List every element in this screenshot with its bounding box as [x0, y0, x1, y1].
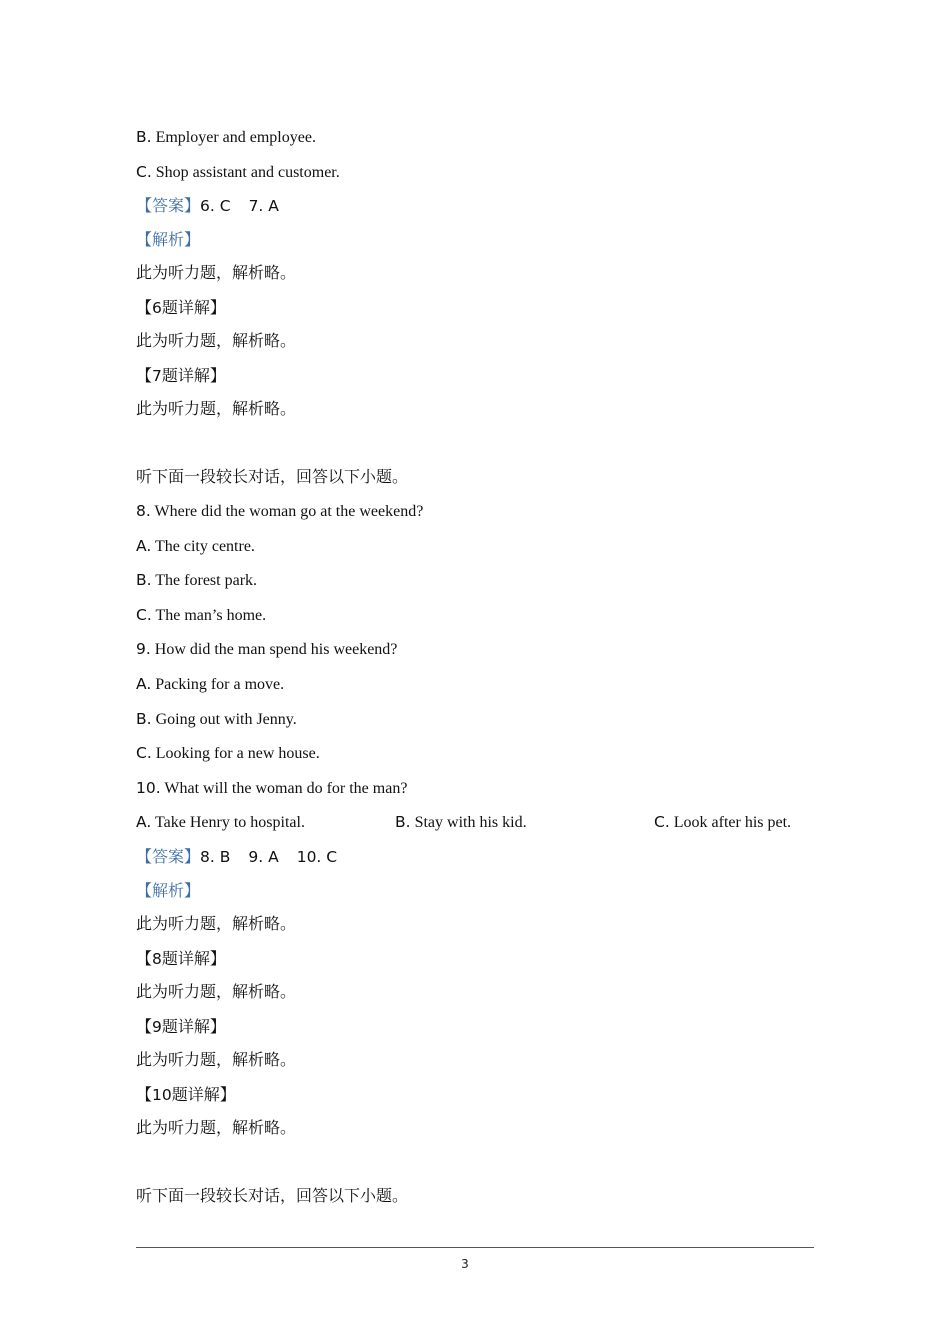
question-9 [136, 639, 397, 660]
analysis-heading [136, 882, 200, 902]
q9-option-c: C. Looking for a new house. [136, 744, 320, 762]
option-letter: B. [136, 128, 152, 146]
answer-item: 7. A [248, 197, 279, 215]
answer-label: 【答案】 [136, 849, 201, 866]
q10-option-a: A. Take Henry to hospital. [136, 813, 305, 831]
question-text: What will the woman do for the man? [164, 780, 408, 797]
analysis-text: 此为听力题，解析略。 [136, 916, 297, 933]
question-8 [136, 501, 423, 522]
detail-text-8: 此为听力题，解析略。 [136, 984, 297, 1001]
detail-heading-6: 【6题详解】 [136, 299, 226, 317]
answer-line [136, 847, 337, 868]
q8-option-c: C. The man’s home. [136, 606, 267, 624]
detail-text-7: 此为听力题，解析略。 [136, 401, 297, 418]
detail-text-6: 此为听力题，解析略。 [136, 333, 297, 350]
section-intro: 听下面一段较长对话，回答以下小题。 [136, 469, 409, 486]
detail-text-10: 此为听力题，解析略。 [136, 1120, 297, 1137]
question-text: How did the man spend his weekend? [154, 641, 398, 658]
question-10 [136, 778, 407, 799]
answer-item: 9. A [248, 848, 279, 866]
option-text: Shop assistant and customer. [155, 164, 340, 181]
footer-divider [136, 1247, 814, 1248]
answer-line [136, 196, 279, 217]
option-b [136, 127, 316, 148]
analysis-label: 【解析】 [136, 883, 201, 900]
question-number: 9. [136, 640, 151, 658]
question-number: 10. [136, 779, 161, 797]
detail-heading-7: 【7题详解】 [136, 367, 226, 385]
q10-options-row [136, 812, 814, 832]
detail-heading-9: 【9题详解】 [136, 1018, 226, 1036]
section-intro: 听下面一段较长对话，回答以下小题。 [136, 1188, 409, 1205]
answer-label: 【答案】 [136, 198, 201, 215]
q9-option-a: A. Packing for a move. [136, 675, 285, 693]
option-c [136, 162, 340, 183]
analysis-heading [136, 231, 200, 251]
detail-heading-8: 【8题详解】 [136, 950, 226, 968]
answer-item: 8. B [200, 848, 231, 866]
q9-option-b: B. Going out with Jenny. [136, 710, 297, 728]
question-text: Where did the woman go at the weekend? [154, 503, 424, 520]
analysis-label: 【解析】 [136, 232, 201, 249]
analysis-text: 此为听力题，解析略。 [136, 265, 297, 282]
option-letter: C. [136, 163, 152, 181]
detail-heading-10: 【10题详解】 [136, 1086, 236, 1104]
page-number: 3 [461, 1257, 469, 1271]
answer-item: 6. C [200, 197, 231, 215]
answer-item: 10. C [296, 848, 338, 866]
option-text: Employer and employee. [155, 129, 316, 146]
q10-option-b: B. Stay with his kid. [395, 813, 527, 831]
q8-option-a: A. The city centre. [136, 537, 255, 555]
detail-text-9: 此为听力题，解析略。 [136, 1052, 297, 1069]
q10-option-c: C. Look after his pet. [654, 813, 792, 831]
question-number: 8. [136, 502, 151, 520]
q8-option-b: B. The forest park. [136, 571, 258, 589]
